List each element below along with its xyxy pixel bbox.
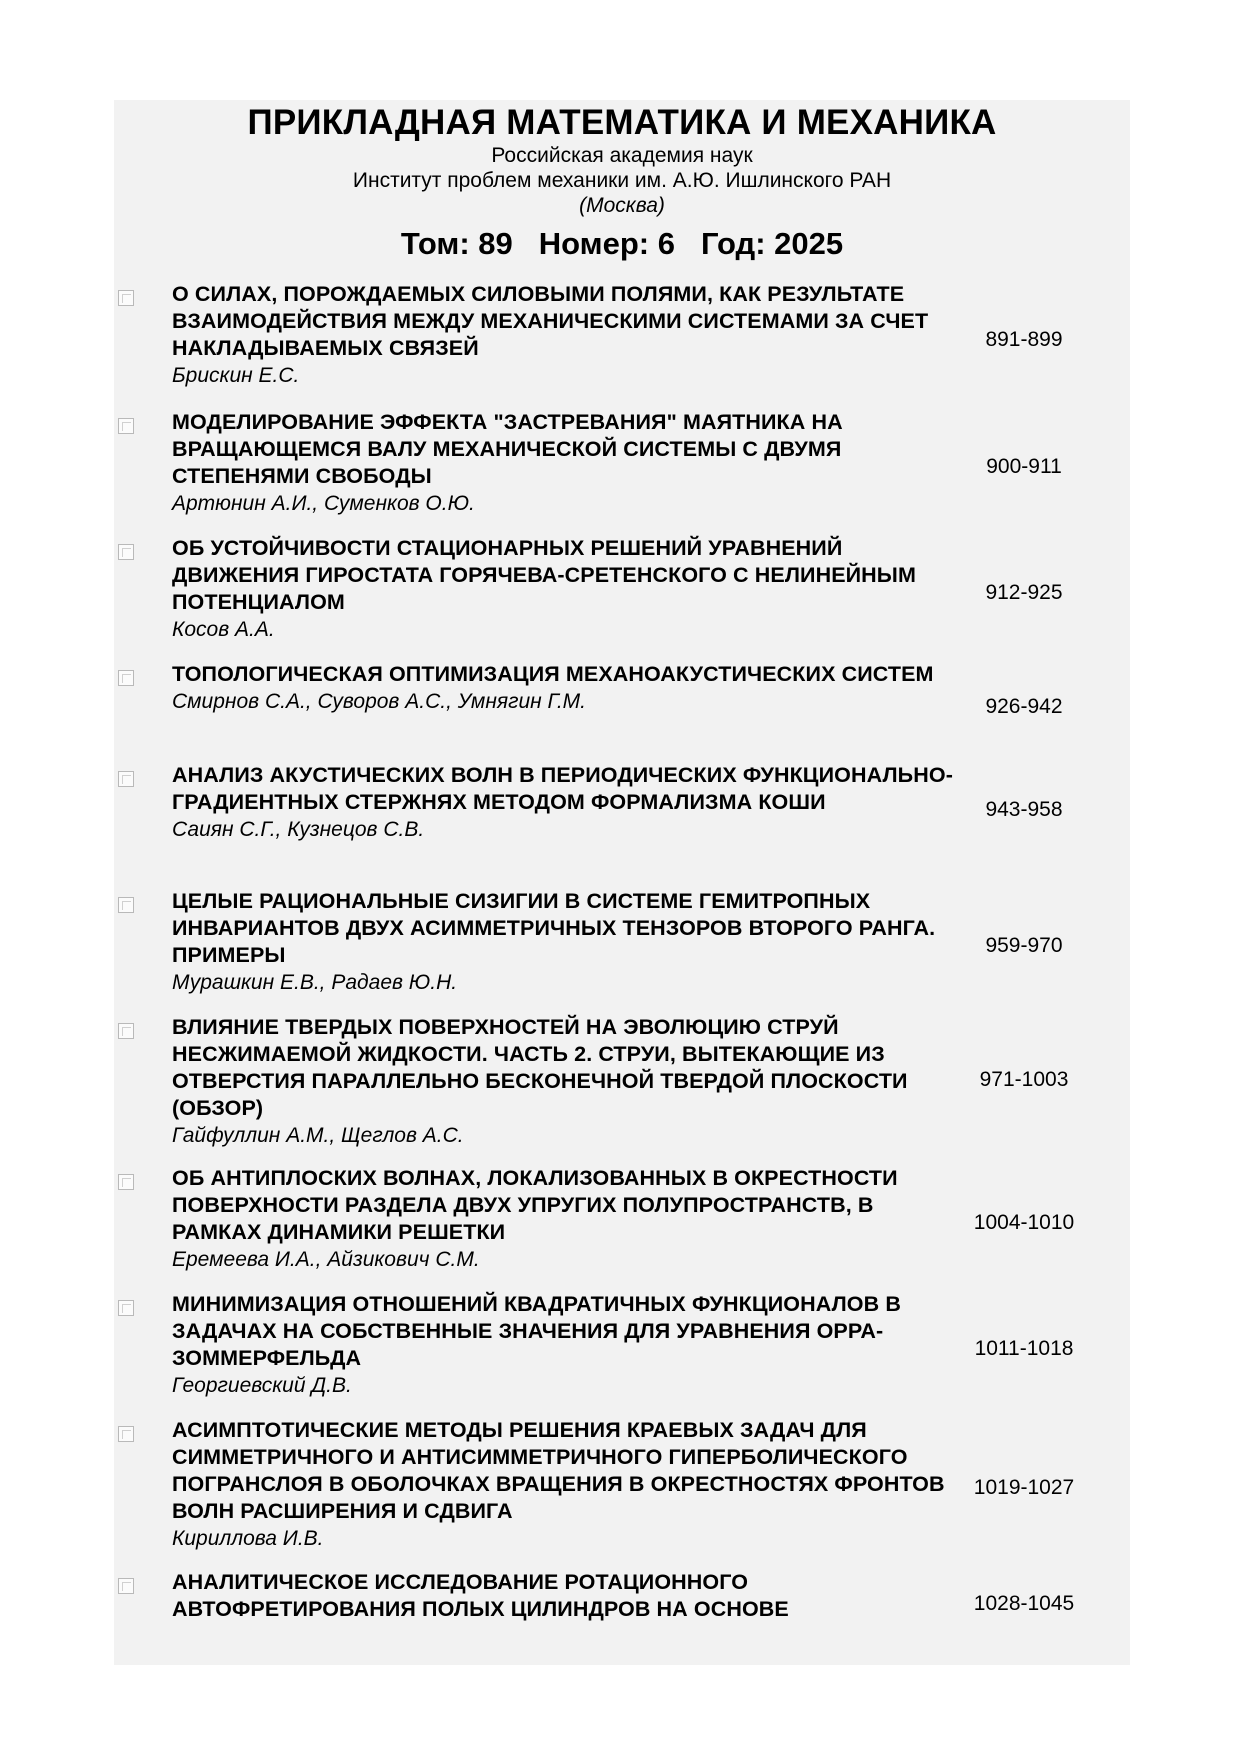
article-item [114, 888, 1130, 1014]
article-item [114, 1291, 1130, 1417]
document-icon [118, 1023, 134, 1039]
article-title[interactable]: ВЛИЯНИЕ ТВЕРДЫХ ПОВЕРХНОСТЕЙ НА ЭВОЛЮЦИЮ СТРУЙ НЕСЖИМАЕМОЙ ЖИДКОСТИ. ЧАСТЬ 2. СТРУИ, ВЫТЕКАЮЩИЕ ИЗ ОТВЕРСТИЯ ПАРАЛЛЕЛЬНО БЕСКОНЕЧНОЙ ТВЕРДОЙ ПЛОСКОСТИ (ОБЗОР) [172, 1015, 908, 1120]
document-icon [118, 670, 134, 686]
article-item [114, 535, 1130, 661]
article-authors: Саиян С.Г., Кузнецов С.В. [172, 818, 425, 841]
article-title[interactable]: ОБ УСТОЙЧИВОСТИ СТАЦИОНАРНЫХ РЕШЕНИЙ УРАВНЕНИЙ ДВИЖЕНИЯ ГИРОСТАТА ГОРЯЧЕВА-СРЕТЕНСКОГО С НЕЛИНЕЙНЫМ ПОТЕНЦИАЛОМ [172, 536, 916, 614]
article-item [114, 661, 1130, 762]
article-authors: Гайфуллин А.М., Щеглов А.С. [172, 1124, 464, 1147]
article-list [114, 281, 1130, 1629]
issue-number: Номер: 6 [538, 226, 675, 261]
article-pages: 891-899 [985, 328, 1063, 351]
publisher: Российская академия наук [491, 144, 753, 167]
article-authors: Артюнин А.И., Суменков О.Ю. [172, 492, 475, 515]
article-pages: 926-942 [985, 694, 1063, 718]
article-title[interactable]: МИНИМИЗАЦИЯ ОТНОШЕНИЙ КВАДРАТИЧНЫХ ФУНКЦИОНАЛОВ В ЗАДАЧАХ НА СОБСТВЕННЫЕ ЗНАЧЕНИЯ ДЛЯ УРАВНЕНИЯ ОРРА-ЗОММЕРФЕЛЬДА [172, 1292, 901, 1370]
issue-volume: Том: 89 [400, 226, 513, 261]
issue-year: Год: 2025 [700, 226, 844, 261]
article-pages: 1004-1010 [973, 1211, 1075, 1234]
article-pages: 1028-1045 [973, 1592, 1075, 1615]
article-title[interactable]: ТОПОЛОГИЧЕСКАЯ ОПТИМИЗАЦИЯ МЕХАНОАКУСТИЧЕСКИХ СИСТЕМ [172, 662, 934, 686]
article-title[interactable]: ЦЕЛЫЕ РАЦИОНАЛЬНЫЕ СИЗИГИИ В СИСТЕМЕ ГЕМИТРОПНЫХ ИНВАРИАНТОВ ДВУХ АСИММЕТРИЧНЫХ ТЕНЗОРОВ ВТОРОГО РАНГА. ПРИМЕРЫ [172, 889, 936, 967]
article-item [114, 1165, 1130, 1291]
institute: Институт проблем механики им. А.Ю. Ишлинского РАН [352, 169, 892, 192]
article-authors: Георгиевский Д.В. [172, 1374, 352, 1397]
article-item [114, 281, 1130, 409]
article-pages: 912-925 [985, 581, 1063, 604]
article-pages: 959-970 [985, 934, 1063, 957]
document-icon [118, 1578, 134, 1594]
article-title[interactable]: ОБ АНТИПЛОСКИХ ВОЛНАХ, ЛОКАЛИЗОВАННЫХ В ОКРЕСТНОСТИ ПОВЕРХНОСТИ РАЗДЕЛА ДВУХ УПРУГИХ ПОЛУПРОСТРАНСТВ, В РАМКАХ ДИНАМИКИ РЕШЕТКИ [172, 1166, 898, 1244]
article-title[interactable]: АНАЛИТИЧЕСКОЕ ИССЛЕДОВАНИЕ РОТАЦИОННОГО АВТОФРЕТИРОВАНИЯ ПОЛЫХ ЦИЛИНДРОВ НА ОСНОВЕ [172, 1570, 789, 1621]
document-icon [118, 1426, 134, 1442]
article-item [114, 1014, 1130, 1165]
article-item [114, 409, 1130, 535]
document-icon [118, 290, 134, 306]
article-title[interactable]: МОДЕЛИРОВАНИЕ ЭФФЕКТА "ЗАСТРЕВАНИЯ" МАЯТНИКА НА ВРАЩАЮЩЕМСЯ ВАЛУ МЕХАНИЧЕСКОЙ СИСТЕМЫ С ДВУМЯ СТЕПЕНЯМИ СВОБОДЫ [172, 410, 843, 488]
article-title[interactable]: О СИЛАХ, ПОРОЖДАЕМЫХ СИЛОВЫМИ ПОЛЯМИ, КАК РЕЗУЛЬТАТЕ ВЗАИМОДЕЙСТВИЯ МЕЖДУ МЕХАНИЧЕСКИМИ СИСТЕМАМИ ЗА СЧЕТ НАКЛАДЫВАЕМЫХ СВЯЗЕЙ [172, 282, 929, 360]
journal-header [114, 100, 1130, 263]
article-title[interactable]: АСИМПТОТИЧЕСКИЕ МЕТОДЫ РЕШЕНИЯ КРАЕВЫХ ЗАДАЧ ДЛЯ СИММЕТРИЧНОГО И АНТИСИММЕТРИЧНОГО ГИПЕРБОЛИЧЕСКОГО ПОГРАНСЛОЯ В ОБОЛОЧКАХ ВРАЩЕНИЯ В ОКРЕСТНОСТЯХ ФРОНТОВ ВОЛН РАСШИРЕНИЯ И СДВИГА [172, 1418, 945, 1523]
article-pages: 900-911 [986, 455, 1062, 478]
article-authors: Еремеева И.А., Айзикович С.М. [172, 1248, 480, 1271]
journal-title: ПРИКЛАДНАЯ МАТЕМАТИКА И МЕХАНИКА [247, 103, 997, 142]
article-item [114, 762, 1130, 888]
article-authors: Брискин Е.С. [172, 364, 300, 387]
article-pages: 971-1003 [979, 1067, 1069, 1091]
article-pages: 1019-1027 [973, 1476, 1075, 1499]
document-icon [118, 897, 134, 913]
city: (Москва) [579, 194, 665, 217]
article-authors: Кириллова И.В. [172, 1527, 324, 1550]
document-icon [118, 544, 134, 560]
article-pages: 943-958 [985, 798, 1063, 821]
issue-info [114, 225, 1130, 263]
document-icon [118, 418, 134, 434]
article-item [114, 1569, 1130, 1629]
article-authors: Мурашкин Е.В., Радаев Ю.Н. [172, 971, 458, 994]
document-icon [118, 1174, 134, 1190]
document-icon [118, 1300, 134, 1316]
article-pages: 1011-1018 [974, 1337, 1074, 1360]
document-icon [118, 771, 134, 787]
article-item [114, 1417, 1130, 1569]
article-authors: Косов А.А. [172, 618, 275, 641]
article-title[interactable]: АНАЛИЗ АКУСТИЧЕСКИХ ВОЛН В ПЕРИОДИЧЕСКИХ ФУНКЦИОНАЛЬНО-ГРАДИЕНТНЫХ СТЕРЖНЯХ МЕТОДОМ ФОРМАЛИЗМА КОШИ [172, 763, 953, 814]
article-authors: Смирнов С.А., Суворов А.С., Умнягин Г.М. [172, 690, 587, 713]
